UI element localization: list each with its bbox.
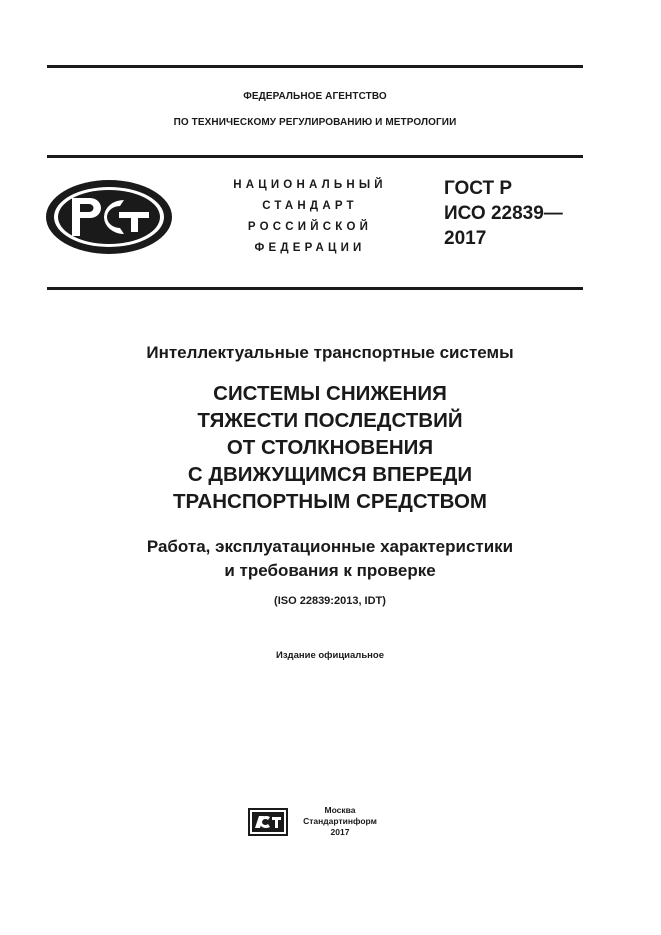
standartinform-logo-icon xyxy=(248,808,288,836)
document-subtitle xyxy=(47,535,613,583)
publisher-city: Москва xyxy=(324,805,356,815)
rst-certification-mark-icon xyxy=(44,178,174,256)
document-title xyxy=(47,380,613,515)
standard-type-line-4: ФЕДЕРАЦИИ xyxy=(254,242,366,254)
designation-line-1: ГОСТ Р xyxy=(444,178,513,199)
standard-designation xyxy=(444,176,594,251)
standard-type-line-2: СТАНДАРТ xyxy=(262,200,358,212)
header-divider xyxy=(47,155,583,158)
standard-type-line-1: НАЦИОНАЛЬНЫЙ xyxy=(233,179,387,191)
agency-name-line-2: ПО ТЕХНИЧЕСКОМУ РЕГУЛИРОВАНИЮ И МЕТРОЛОГИИ xyxy=(173,117,457,128)
top-divider xyxy=(47,65,583,68)
designation-line-2: ИСО 22839— xyxy=(444,203,563,224)
publisher-info xyxy=(300,805,380,838)
designation-line-3: 2017 xyxy=(444,228,487,249)
title-line: СИСТЕМЫ СНИЖЕНИЯ xyxy=(213,382,447,405)
subtitle-line: Работа, эксплуатационные характеристики xyxy=(146,537,514,556)
standard-type-line-3: РОССИЙСКОЙ xyxy=(247,221,373,233)
publisher-year: 2017 xyxy=(330,827,350,837)
title-divider xyxy=(47,287,583,290)
title-line: ОТ СТОЛКНОВЕНИЯ xyxy=(226,436,434,459)
title-line: ТЯЖЕСТИ ПОСЛЕДСТВИЙ xyxy=(197,409,463,432)
subtitle-line: и требования к проверке xyxy=(224,561,436,580)
agency-name-line-1: ФЕДЕРАЛЬНОЕ АГЕНТСТВО xyxy=(243,91,387,102)
iso-reference: (ISO 22839:2013, IDT) xyxy=(274,595,386,607)
title-line: ТРАНСПОРТНЫМ СРЕДСТВОМ xyxy=(173,490,487,513)
standard-type-block xyxy=(205,175,415,259)
edition-note: Издание официальное xyxy=(276,650,384,661)
document-subject: Интеллектуальные транспортные системы xyxy=(146,343,514,362)
publisher-name: Стандартинформ xyxy=(303,816,377,826)
title-line: С ДВИЖУЩИМСЯ ВПЕРЕДИ xyxy=(187,463,473,486)
